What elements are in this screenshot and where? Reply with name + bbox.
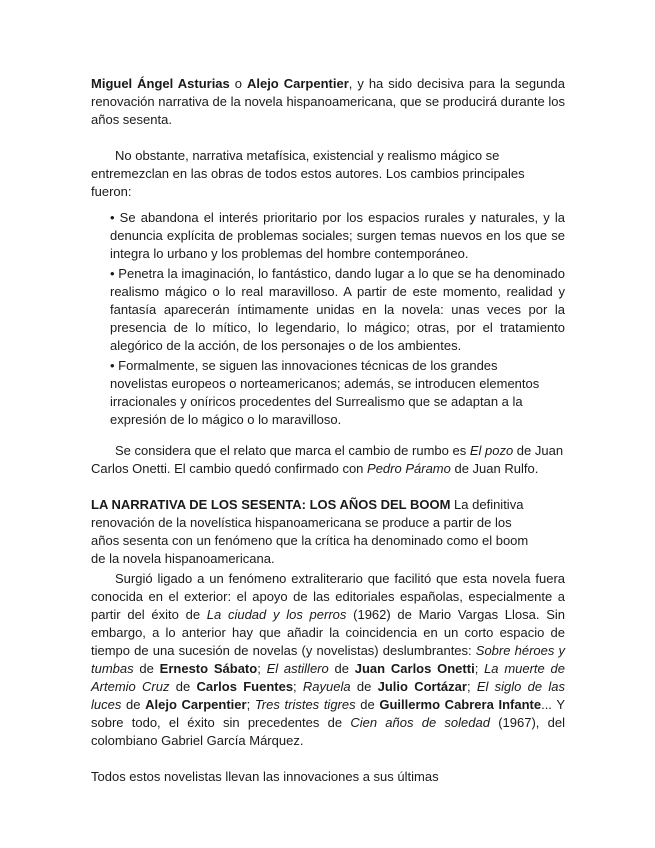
author-onetti: Juan Carlos Onetti: [354, 661, 475, 676]
paragraph-surgio: Surgió ligado a un fenómeno extraliterario que facilitó que esta novela fuera conocida en el exterior: el apoyo de las editoriales españolas, especialmente a partir del éxito de La ciudad y los perros (1962) de Mario Vargas Llosa. Sin embargo, a lo anterior hay que añadir la coincidencia en un corto espacio de tiempo de una sucesión de novelas (y novelistas) deslumbrantes: Sobre héroes y tumbas de Ernesto Sábato; El astillero de Juan Carlos Onetti; La muerte de Artemio Cruz de Carlos Fuentes; Rayuela de Julio Cortázar; El siglo de las luces de Alejo Carpentier; Tres tristes tigres de Guillermo Cabrera Infante... Y sobre todo, el éxito sin precedentes de Cien años de soledad (1967), del colombiano Gabriel García Márquez.: [91, 571, 566, 748]
author-sabato: Ernesto Sábato: [159, 661, 258, 676]
title-tres-tristes-tigres: Tres tristes tigres: [254, 697, 356, 712]
author-asturias: Miguel Ángel Asturias: [91, 76, 230, 91]
author-cortazar: Julio Cortázar: [377, 679, 467, 694]
author-fuentes: Carlos Fuentes: [196, 679, 294, 694]
title-ciudad-perros: La ciudad y los perros: [206, 607, 347, 622]
list-item: • Penetra la imaginación, lo fantástico, dando lugar a lo que se ha denominado realismo mágico o lo real maravilloso. A partir de este momento, realidad y fantasía aparecerán íntimamente unidas en la novela: unas veces por la presencia de lo mítico, lo legendario, lo mágico; otras, por el tratamiento alegórico de la acción, de los personajes o de los ambientes.: [110, 266, 565, 353]
title-rayuela: Rayuela: [302, 679, 351, 694]
list-item: • Se abandona el interés prioritario por los espacios rurales y naturales, y la denuncia explícita de problemas sociales; surgen temas nuevos en los que se integra lo urbano y los problemas del hombre contemporáneo.: [110, 210, 565, 261]
document-page: [91, 75, 565, 786]
changes-list: [91, 209, 565, 429]
list-item: • Formalmente, se siguen las innovaciones técnicas de los grandes novelistas europeos o norteamericanos; además, se introducen elementos irracionales y oníricos procedentes del Surrealismo que se adaptan a la expresión de lo mágico o lo maravilloso.: [110, 358, 540, 427]
title-siglo-luces: El siglo de las luces: [91, 679, 565, 712]
author-carpentier: Alejo Carpentier: [246, 76, 349, 91]
section-heading: LA NARRATIVA DE LOS SESENTA: LOS AÑOS DEL BOOM: [91, 497, 451, 512]
paragraph-cambios: No obstante, narrativa metafísica, existencial y realismo mágico se entremezclan en las obras de todos estos autores. Los cambios principales fueron:: [91, 148, 525, 199]
title-pedro-paramo: Pedro Páramo: [367, 461, 451, 476]
title-el-pozo: El pozo: [469, 443, 514, 458]
title-astillero: El astillero: [266, 661, 329, 676]
title-sobre-heroes: Sobre héroes y tumbas: [91, 643, 565, 676]
paragraph-intro: Miguel Ángel Asturias o Alejo Carpentier, y ha sido decisiva para la segunda renovación narrativa de la novela hispanoamericana, que se producirá durante los años sesenta.: [91, 76, 565, 127]
title-cien-anos: Cien años de soledad: [350, 715, 490, 730]
paragraph-closing: Todos estos novelistas llevan las innovaciones a sus últimas: [91, 769, 439, 784]
title-artemio-cruz: La muerte de Artemio Cruz: [91, 661, 566, 694]
author-cabrera-infante: Guillermo Cabrera Infante: [379, 697, 542, 712]
author-carpentier-2: Alejo Carpentier: [145, 697, 247, 712]
paragraph-cambio-rumbo: Se considera que el relato que marca el cambio de rumbo es El pozo de Juan Carlos Onetti. El cambio quedó confirmado con Pedro Páramo de Juan Rulfo.: [91, 443, 564, 476]
paragraph-boom: LA NARRATIVA DE LOS SESENTA: LOS AÑOS DEL BOOM La definitiva renovación de la novelística hispanoamericana se produce a partir de los años sesenta con un fenómeno que la crítica ha denominado como el boom de la novela hispanoamericana.: [91, 497, 529, 566]
